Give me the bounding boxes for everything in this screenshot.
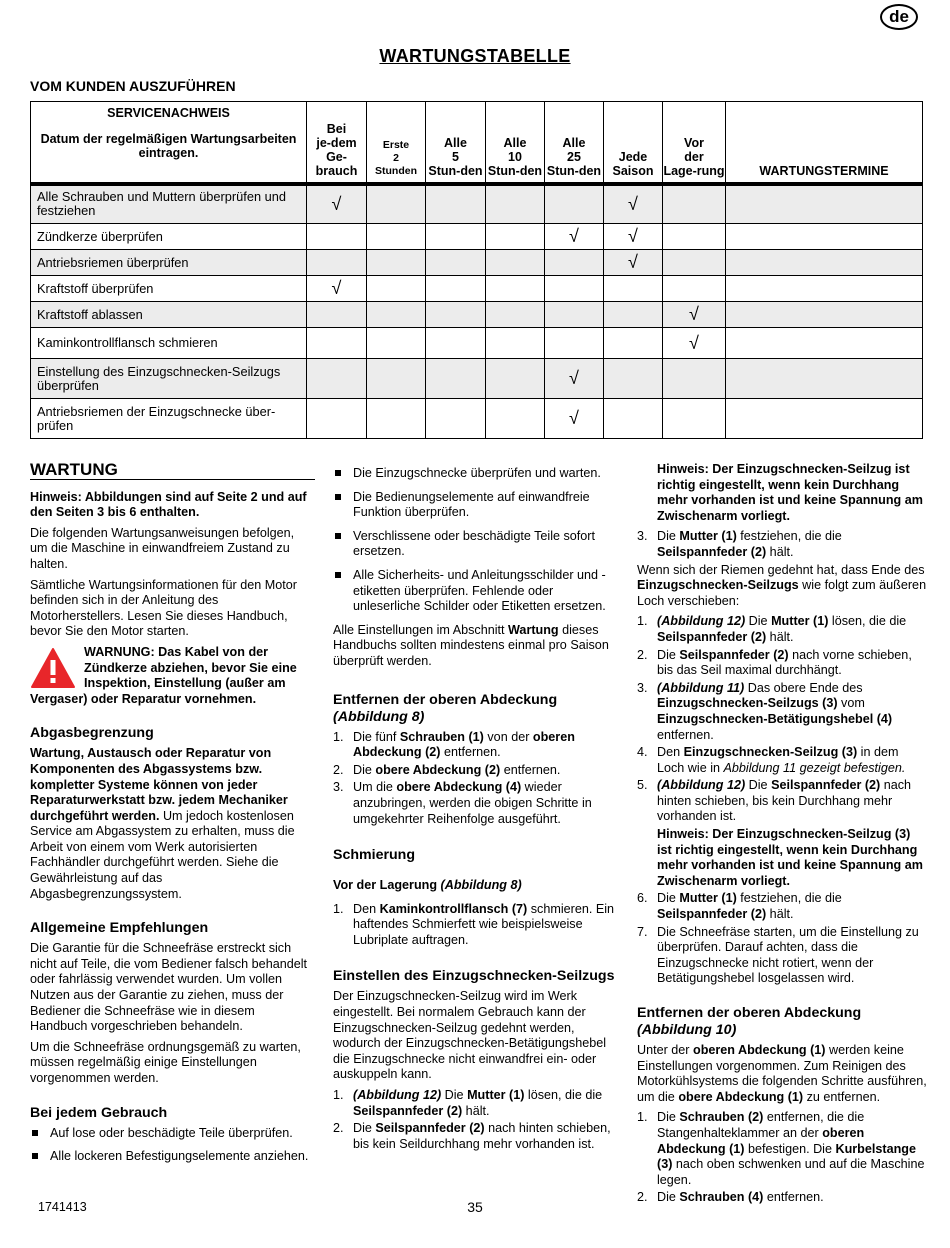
- subheading-lagerung: Vor der Lagerung (Abbildung 8): [333, 878, 522, 893]
- table-row: [31, 302, 923, 328]
- paragraph: Um die Schneefräse ordnungsgemäß zu warten, müssen regelmäßig einige Einstellungen vorgenommen werden.: [30, 1039, 301, 1085]
- note: Hinweis: Der Einzugschnecken-Seilzug ist richtig eingestellt, wenn kein Durchhang mehr vorhanden ist und keine Spannung am Zwischenarm vorliegt.: [657, 462, 923, 523]
- empty-cell: [545, 302, 604, 328]
- list-item: 3. Die Mutter (1) festziehen, die die Seilspannfeder (2) hält.: [637, 529, 842, 559]
- task-cell: Kraftstoff überprüfen: [31, 276, 307, 302]
- document-number: 1741413: [38, 1200, 87, 1214]
- empty-cell: [426, 328, 486, 359]
- heading-empfehlungen: Allgemeine Empfehlungen: [30, 920, 209, 937]
- task-cell: Kaminkontrollflansch schmieren: [31, 328, 307, 359]
- table-row: [31, 359, 923, 399]
- maintenance-date-cell: [726, 302, 923, 328]
- check-mark-cell: √: [545, 359, 604, 399]
- warning-block: WARNUNG: Das Kabel von der Zündkerze abziehen, bevor Sie eine Inspektion, Einstellung (außer am Vergaser) oder Reparatur vornehmen.: [30, 644, 297, 706]
- empty-cell: [545, 184, 604, 224]
- table-row: [31, 399, 923, 439]
- empty-cell: [307, 328, 367, 359]
- heading-entfernen-abdeckung-2: Entfernen der oberen Abdeckung (Abbildung 10): [637, 1005, 862, 1038]
- note: Hinweis: Der Einzugschnecken-Seilzug (3) ist richtig eingestellt, wenn kein Durchhang mehr vorhanden ist und keine Spannung am Zwischenarm vorliegt.: [657, 827, 923, 888]
- bullet-list: [333, 466, 620, 615]
- list-item: Alle lockeren Befestigungselemente anziehen.: [30, 1149, 315, 1165]
- section-heading-wartung: WARTUNG: [30, 462, 315, 480]
- check-mark-cell: √: [663, 328, 726, 359]
- column-header: WARTUNGSTERMINE: [726, 102, 923, 184]
- list-item: 1. (Abbildung 12) Die Mutter (1) lösen, die die Seilspannfeder (2) hält.: [333, 1088, 603, 1118]
- column-header: Vor der Lage-rung: [663, 102, 726, 184]
- list-item: 3. (Abbildung 11) Das obere Ende des Einzugschnecken-Seilzugs (3) vom Einzugschnecken-Betätigungshebel (4) entfernen.: [637, 680, 893, 742]
- check-mark-cell: √: [307, 184, 367, 224]
- check-mark-cell: √: [604, 224, 663, 250]
- column-header: Alle 25 Stun-den: [545, 102, 604, 184]
- list-item: 1. Die fünf Schrauben (1) von der oberen Abdeckung (2) entfernen.: [333, 729, 575, 760]
- empty-cell: [545, 250, 604, 276]
- list-item: 4. Den Einzugschnecken-Seilzug (3) in dem Loch wie in Abbildung 11 gezeigt befestigen.: [637, 745, 906, 775]
- table-row: [31, 184, 923, 224]
- empty-cell: [663, 359, 726, 399]
- empty-cell: [367, 224, 426, 250]
- warning-icon: [30, 647, 76, 689]
- column-header: Bei je-dem Ge-brauch: [307, 102, 367, 184]
- maintenance-date-cell: [726, 359, 923, 399]
- task-cell: Einstellung des Einzugschnecken-Seilzugs überprüfen: [31, 359, 307, 399]
- empty-cell: [604, 328, 663, 359]
- bullet-list: [30, 1126, 315, 1165]
- list-item: Alle Sicherheits- und Anleitungsschilder und -etiketten überprüfen. Fehlende oder unleserliche Schilder oder Etiketten ersetzen.: [333, 568, 620, 615]
- heading-abgasbegrenzung: Abgasbegrenzung: [30, 725, 154, 742]
- empty-cell: [426, 302, 486, 328]
- list-item: Die Bedienungselemente auf einwandfreie Funktion überprüfen.: [333, 490, 620, 521]
- maintenance-date-cell: [726, 184, 923, 224]
- heading-einstellen-seilzug: Einstellen des Einzugschnecken-Seilzugs: [333, 968, 615, 985]
- paragraph: Wartung, Austausch oder Reparatur von Komponenten des Abgassystems bzw. kompletter Systeme können von jeder Reparaturwerkstatt bzw. jedem Mechaniker durchgeführt werden. Um jedoch kostenlosen Service am Abgassystem zu erhalten, muss die Arbeit von einem vom Werk autorisierten Fachhändler durchgeführt werden. Siehe die Gewährleistung auf das Abgasbegrenzungssystem.: [30, 746, 295, 901]
- empty-cell: [486, 302, 545, 328]
- empty-cell: [367, 359, 426, 399]
- paragraph: Die folgenden Wartungsanweisungen befolgen, um die Maschine in einwandfreiem Zustand zu halten.: [30, 525, 295, 571]
- list-item: 6. Die Mutter (1) festziehen, die die Seilspannfeder (2) hält.: [637, 891, 842, 922]
- column-header: Alle 10 Stun-den: [486, 102, 545, 184]
- paragraph: Unter der oberen Abdeckung (1) werden keine Einstellungen vorgenommen. Zum Reinigen des Motorkühlsystems die folgenden Schritte ausführen, um die obere Abdeckung (1) zu entfernen.: [637, 1043, 927, 1104]
- empty-cell: [307, 399, 367, 439]
- empty-cell: [426, 224, 486, 250]
- empty-cell: [426, 250, 486, 276]
- empty-cell: [367, 302, 426, 328]
- column-right: [637, 462, 927, 1208]
- empty-cell: [663, 184, 726, 224]
- list-item: Verschlissene oder beschädigte Teile sofort ersetzen.: [333, 529, 620, 560]
- empty-cell: [367, 276, 426, 302]
- language-badge: de: [880, 4, 918, 30]
- paragraph: Sämtliche Wartungsinformationen für den Motor befinden sich in der Anleitung des Motorherstellers. Lesen Sie dieses Handbuch, bevor Sie den Motor starten.: [30, 577, 297, 639]
- empty-cell: [486, 250, 545, 276]
- list-item: 5. (Abbildung 12) Die Seilspannfeder (2) nach hinten schieben, bis kein Durchhang mehr vorhanden ist. Hinweis: Der Einzugschnecken-Seilzug (3) ist richtig eingestellt, wenn kein Durchhang mehr vorhanden ist und keine Spannung am Zwischenarm vorliegt.: [637, 778, 927, 889]
- empty-cell: [663, 399, 726, 439]
- list-item: 1. Die Schrauben (2) entfernen, die die Stangenhalteklammer an der oberen Abdeckung (1) befestigen. Die Kurbelstange (3) nach oben schwenken und auf die Maschine legen.: [637, 1110, 925, 1187]
- page-number: 35: [467, 1199, 483, 1215]
- task-cell: Alle Schrauben und Muttern überprüfen und festziehen: [31, 184, 307, 224]
- section-label: VOM KUNDEN AUSZUFÜHREN: [30, 78, 236, 94]
- list-item: 2. Die obere Abdeckung (2) entfernen.: [333, 762, 561, 777]
- table-row: [31, 250, 923, 276]
- empty-cell: [486, 276, 545, 302]
- list-item: 2. Die Seilspannfeder (2) nach hinten schieben, bis kein Seildurchhang mehr vorhanden ist.: [333, 1121, 611, 1151]
- maintenance-date-cell: [726, 276, 923, 302]
- empty-cell: [367, 250, 426, 276]
- check-mark-cell: √: [604, 250, 663, 276]
- empty-cell: [426, 359, 486, 399]
- paragraph: Die Garantie für die Schneefräse erstreckt sich nicht auf Teile, die vom Bediener falsch behandelt oder fahrlässig verwendet wurden. Um vollen Nutzen aus der Garantie zu ziehen, muss der Bediener die Schneefräse wie in diesem Handbuch vorgeschrieben behandeln.: [30, 941, 308, 1034]
- column-middle: [333, 466, 620, 1154]
- column-left: [30, 462, 315, 1173]
- check-mark-cell: √: [307, 276, 367, 302]
- list-item: Auf lose oder beschädigte Teile überprüfen.: [30, 1126, 315, 1142]
- empty-cell: [486, 184, 545, 224]
- task-cell: Zündkerze überprüfen: [31, 224, 307, 250]
- list-item: 1. (Abbildung 12) Die Mutter (1) lösen, die die Seilspannfeder (2) hält.: [637, 614, 907, 644]
- check-mark-cell: √: [663, 302, 726, 328]
- numbered-list: [333, 1088, 620, 1152]
- list-item: 3. Um die obere Abdeckung (4) wieder anzubringen, werden die obigen Schritte in umgekehrter Reihenfolge ausgeführt.: [333, 780, 592, 826]
- empty-cell: [486, 224, 545, 250]
- empty-cell: [663, 224, 726, 250]
- empty-cell: [663, 276, 726, 302]
- empty-cell: [367, 328, 426, 359]
- paragraph: Der Einzugschnecken-Seilzug wird im Werk eingestellt. Bei normalem Gebrauch kann der Einzugschnecken-Seilzug gedehnt werden, wodurch der Einzugschnecken-Betätigungshebel die Einzugschnecke nicht einwandfrei ein- oder auskuppeln kann.: [333, 989, 607, 1082]
- numbered-list: [333, 730, 620, 828]
- empty-cell: [604, 399, 663, 439]
- table-row: [31, 276, 923, 302]
- list-item: 7. Die Schneefräse starten, um die Einstellung zu überprüfen. Darauf achten, dass die Einzugschnecke nicht rotiert, wenn der Betätigungshebel losgelassen wird.: [637, 924, 919, 986]
- empty-cell: [367, 184, 426, 224]
- heading-schmierung: Schmierung: [333, 847, 415, 864]
- empty-cell: [604, 359, 663, 399]
- table-row: [31, 328, 923, 359]
- column-header: Erste 2 Stunden: [367, 102, 426, 184]
- table-row: [31, 224, 923, 250]
- table-header-row: [31, 102, 923, 184]
- empty-cell: [486, 399, 545, 439]
- service-record-header: SERVICENACHWEIS Datum der regelmäßigen Wartungsarbeiten eintragen.: [31, 102, 307, 184]
- check-mark-cell: √: [545, 224, 604, 250]
- empty-cell: [486, 328, 545, 359]
- maintenance-date-cell: [726, 399, 923, 439]
- empty-cell: [367, 399, 426, 439]
- maintenance-date-cell: [726, 224, 923, 250]
- check-mark-cell: √: [545, 399, 604, 439]
- numbered-list: [637, 614, 927, 987]
- paragraph: Alle Einstellungen im Abschnitt Wartung dieses Handbuchs sollten mindestens einmal pro Saison überprüft werden.: [333, 622, 609, 668]
- empty-cell: [426, 399, 486, 439]
- paragraph: Wenn sich der Riemen gedehnt hat, dass Ende des Einzugschnecken-Seilzugs wie folgt zum äußeren Loch verschieben:: [637, 562, 927, 608]
- empty-cell: [426, 184, 486, 224]
- list-item: 2. Die Seilspannfeder (2) nach vorne schieben, bis das Seil maximal durchhängt.: [637, 647, 912, 678]
- check-mark-cell: √: [604, 184, 663, 224]
- page-title: WARTUNGSTABELLE: [379, 46, 571, 66]
- list-item: 2. Die Schrauben (4) entfernen.: [637, 1190, 824, 1205]
- numbered-list: [637, 1110, 927, 1206]
- empty-cell: [604, 302, 663, 328]
- empty-cell: [307, 359, 367, 399]
- heading-bei-jedem-gebrauch: Bei jedem Gebrauch: [30, 1104, 168, 1121]
- empty-cell: [307, 302, 367, 328]
- maintenance-date-cell: [726, 328, 923, 359]
- empty-cell: [307, 224, 367, 250]
- task-cell: Antriebsriemen der Einzugschnecke über-prüfen: [31, 399, 307, 439]
- empty-cell: [604, 276, 663, 302]
- task-cell: Antriebsriemen überprüfen: [31, 250, 307, 276]
- numbered-list: [333, 902, 620, 949]
- maintenance-date-cell: [726, 250, 923, 276]
- empty-cell: [486, 359, 545, 399]
- empty-cell: [307, 250, 367, 276]
- heading-entfernen-abdeckung: Entfernen der oberen Abdeckung (Abbildung 8): [333, 691, 558, 725]
- column-header: Jede Saison: [604, 102, 663, 184]
- empty-cell: [545, 276, 604, 302]
- note: Hinweis: Abbildungen sind auf Seite 2 und auf den Seiten 3 bis 6 enthalten.: [30, 489, 307, 520]
- list-item: 1. Den Kaminkontrollflansch (7) schmieren. Ein haftendes Schmierfett wie beispielsweise Lubriplate auftragen.: [333, 901, 615, 947]
- maintenance-table: [30, 101, 923, 439]
- task-cell: Kraftstoff ablassen: [31, 302, 307, 328]
- empty-cell: [663, 250, 726, 276]
- list-item: Die Einzugschnecke überprüfen und warten.: [333, 466, 620, 482]
- column-header: Alle 5 Stun-den: [426, 102, 486, 184]
- numbered-list: [637, 529, 927, 560]
- empty-cell: [426, 276, 486, 302]
- empty-cell: [545, 328, 604, 359]
